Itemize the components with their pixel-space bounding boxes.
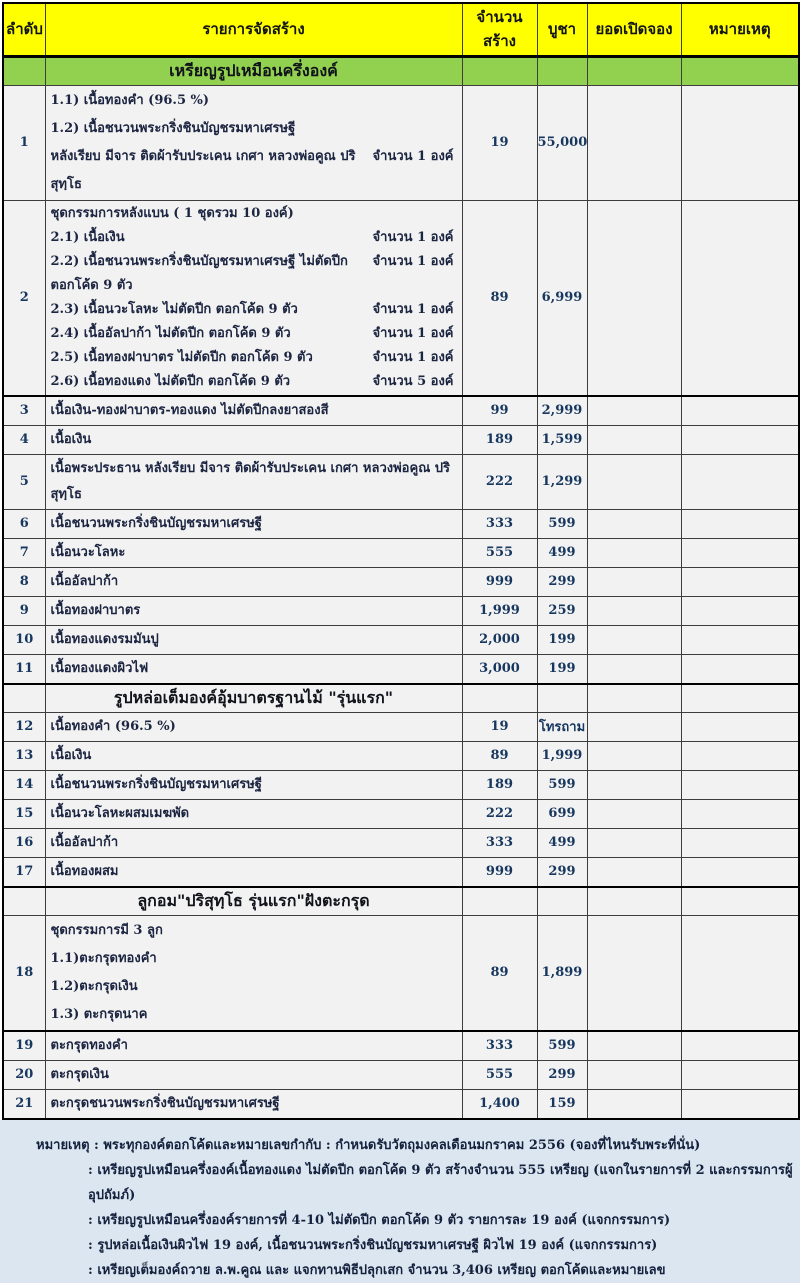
section-title: รูปหล่อเต็มองค์อุ้มบาตรฐานไม้ "รุ่นแรก" [45, 684, 462, 713]
table-row [3, 770, 799, 799]
row-index-cell: 20 [3, 1060, 45, 1089]
reservation-cell [587, 567, 681, 596]
quantity-cell: 189 [462, 425, 537, 454]
remark-cell [681, 799, 799, 828]
table-row [3, 654, 799, 684]
reservation-cell [587, 712, 681, 741]
item-description-cell [45, 538, 462, 567]
remark-cell [681, 1060, 799, 1089]
table-row [3, 396, 799, 426]
item-description-cell [45, 200, 462, 396]
row-index-cell: 11 [3, 654, 45, 684]
quantity-cell: 2,000 [462, 625, 537, 654]
price-cell: 1,299 [537, 454, 587, 509]
table-row [3, 425, 799, 454]
remark-cell [681, 684, 799, 713]
price-cell: 299 [537, 857, 587, 887]
reservation-cell [587, 887, 681, 916]
item-line [51, 830, 456, 856]
row-index-cell: 13 [3, 741, 45, 770]
item-line-text: เนื้อนวะโลหะผสมเมฆพัด [50, 805, 190, 821]
item-line-text: เนื้ออัลปาก้า [50, 573, 119, 589]
row-index-cell: 21 [3, 1089, 45, 1119]
item-description-cell [45, 654, 462, 684]
item-line [51, 801, 456, 827]
table-row [3, 509, 799, 538]
price-cell [537, 56, 587, 85]
col-header-index: ลำดับ [3, 3, 45, 56]
remark-cell [681, 654, 799, 684]
row-index-cell: 8 [3, 567, 45, 596]
item-description-cell [45, 425, 462, 454]
item-line-text: เนื้อทองผสม [50, 863, 119, 879]
remark-cell [681, 1031, 799, 1061]
col-header-quantity: จำนวนสร้าง [462, 3, 537, 56]
row-index-cell: 12 [3, 712, 45, 741]
quantity-cell: 1,999 [462, 596, 537, 625]
remark-cell [681, 741, 799, 770]
item-line-text: 1.2) เนื้อชนวนพระกริ่งชินบัญชรมหาเศรษฐี [50, 120, 296, 136]
row-index-cell: 14 [3, 770, 45, 799]
item-line-quantity: จำนวน 1 องค์ [372, 301, 454, 317]
reservation-cell [587, 654, 681, 684]
item-line-text: 2.4) เนื้ออัลปาก้า ไม่ตัดปีก ตอกโค้ด 9 ตัว [50, 325, 291, 341]
quantity-cell: 555 [462, 1060, 537, 1089]
row-index-cell: 18 [3, 915, 45, 1031]
section-title: ลูกอม"ปริสุทฺโธ รุ่นแรก"ฝังตะกรุด [45, 887, 462, 916]
item-line-text: 2.3) เนื้อนวะโลหะ ไม่ตัดปีก ตอกโค้ด 9 ตัว [50, 301, 298, 317]
row-index-cell [3, 684, 45, 713]
table-row [3, 454, 799, 509]
item-line [51, 1091, 456, 1117]
reservation-cell [587, 857, 681, 887]
col-header-items: รายการจัดสร้าง [45, 3, 462, 56]
table-row [3, 200, 799, 396]
reservation-cell [587, 684, 681, 713]
reservation-cell [587, 741, 681, 770]
remark-cell [681, 56, 799, 85]
reservation-cell [587, 596, 681, 625]
item-line-quantity: จำนวน 1 องค์ [372, 325, 454, 341]
item-description-cell [45, 509, 462, 538]
item-line-text: เนื้ออัลปาก้า [50, 834, 119, 850]
quantity-cell: 19 [462, 712, 537, 741]
reservation-cell [587, 770, 681, 799]
remark-cell [681, 596, 799, 625]
item-line [51, 598, 456, 624]
remark-cell [681, 200, 799, 396]
order-table [2, 2, 800, 1120]
quantity-cell: 99 [462, 396, 537, 426]
item-line [51, 87, 456, 115]
item-line [51, 226, 456, 250]
quantity-cell: 555 [462, 538, 537, 567]
item-line-text: เนื้อพระประธาน หลังเรียบ มีจาร ติดผ้ารับประเคน เกศา หลวงพ่อคูณ ปริสุทฺโธ [50, 460, 451, 502]
item-line [51, 743, 456, 769]
price-cell: 1,599 [537, 425, 587, 454]
item-description-cell [45, 828, 462, 857]
price-cell: 6,999 [537, 200, 587, 396]
item-line-text: 2.5) เนื้อทองฝาบาตร ไม่ตัดปีก ตอกโค้ด 9 ตัว [50, 349, 313, 365]
item-line-text: หลังเรียบ มีจาร ติดผ้ารับประเคน เกศา หลวงพ่อคูณ ปริสุทฺโธ [50, 148, 356, 192]
table-row [3, 828, 799, 857]
item-line [51, 143, 456, 199]
table-row [3, 596, 799, 625]
item-line-quantity: จำนวน 1 องค์ [372, 229, 454, 245]
table-row [3, 712, 799, 741]
item-line [51, 202, 456, 226]
item-line-text: ตะกรุดชนวนพระกริ่งชินบัญชรมหาเศรษฐี [50, 1095, 280, 1111]
table-row [3, 625, 799, 654]
item-description-cell [45, 1031, 462, 1061]
item-line-text: 2.1) เนื้อเงิน [50, 229, 125, 245]
quantity-cell: 189 [462, 770, 537, 799]
row-index-cell [3, 887, 45, 916]
remark-cell [681, 567, 799, 596]
price-cell: 199 [537, 625, 587, 654]
remark-cell [681, 396, 799, 426]
price-cell: 199 [537, 654, 587, 684]
item-line-text: เนื้อทองคำ (96.5 %) [50, 718, 176, 734]
section-header-row [3, 684, 799, 713]
remark-cell [681, 828, 799, 857]
table-row [3, 1031, 799, 1061]
item-description-cell [45, 596, 462, 625]
row-index-cell: 5 [3, 454, 45, 509]
price-cell: 599 [537, 770, 587, 799]
quantity-cell: 333 [462, 509, 537, 538]
item-line [51, 346, 456, 370]
item-description-cell [45, 857, 462, 887]
reservation-cell [587, 625, 681, 654]
reservation-cell [587, 396, 681, 426]
price-cell: 1,999 [537, 741, 587, 770]
item-line-quantity: จำนวน 1 องค์ [372, 349, 454, 365]
item-line-text: เนื้อทองแดงรมมันปู [50, 631, 159, 647]
item-line [51, 772, 456, 798]
remark-cell [681, 712, 799, 741]
item-line [51, 1062, 456, 1088]
row-index-cell: 16 [3, 828, 45, 857]
col-header-remark: หมายเหตุ [681, 3, 799, 56]
item-line-text: เนื้อชนวนพระกริ่งชินบัญชรมหาเศรษฐี [50, 515, 262, 531]
price-cell: 699 [537, 799, 587, 828]
row-index-cell: 19 [3, 1031, 45, 1061]
col-header-price: บูชา [537, 3, 587, 56]
item-line-text: 1.1)ตะกรุดทองคำ [50, 950, 157, 966]
row-index-cell: 15 [3, 799, 45, 828]
item-description-cell [45, 625, 462, 654]
price-cell: 299 [537, 1060, 587, 1089]
row-index-cell: 17 [3, 857, 45, 887]
notes-panel [0, 1120, 800, 1285]
reservation-cell [587, 799, 681, 828]
reservation-cell [587, 200, 681, 396]
item-line [51, 298, 456, 322]
note-line: หมายเหตุ : พระทุกองค์ตอกโค้ดและหมายเลขกำกับ : กำหนดรับวัตถุมงคลเดือนมกราคม 2556 (จองที่ไหนรับพระที่นั่น) [36, 1137, 701, 1153]
note-line: : เหรียญรูปเหมือนครึ่งองค์รายการที่ 4-10 ไม่ตัดปีก ตอกโค้ด 9 ตัว รายการละ 19 องค์ (แจกกรรมการ) [88, 1212, 671, 1228]
item-description-cell [45, 85, 462, 200]
price-cell: 299 [537, 567, 587, 596]
reservation-cell [587, 828, 681, 857]
row-index-cell: 4 [3, 425, 45, 454]
note-line: : เหรียญรูปเหมือนครึ่งองค์เนื้อทองแดง ไม่ตัดปีก ตอกโค้ด 9 ตัว สร้างจำนวน 555 เหรียญ (แจกในรายการที่ 2 และกรรมการผู้อุปถัมภ์) [88, 1162, 793, 1203]
item-line [51, 569, 456, 595]
item-description-cell [45, 1089, 462, 1119]
price-cell: 499 [537, 828, 587, 857]
item-description-cell [45, 396, 462, 426]
item-line [51, 627, 456, 653]
remark-cell [681, 1089, 799, 1119]
remark-cell [681, 538, 799, 567]
item-line-text: เนื้อชนวนพระกริ่งชินบัญชรมหาเศรษฐี [50, 776, 262, 792]
remark-cell [681, 915, 799, 1031]
item-description-cell [45, 1060, 462, 1089]
reservation-cell [587, 85, 681, 200]
row-index-cell: 1 [3, 85, 45, 200]
item-description-cell [45, 770, 462, 799]
remark-cell [681, 770, 799, 799]
item-line-text: 2.2) เนื้อชนวนพระกริ่งชินบัญชรมหาเศรษฐี ไม่ตัดปีก ตอกโค้ด 9 ตัว [50, 253, 348, 293]
quantity-cell [462, 56, 537, 85]
quantity-cell: 222 [462, 454, 537, 509]
reservation-cell [587, 454, 681, 509]
reservation-cell [587, 1089, 681, 1119]
section-header-row [3, 56, 799, 85]
item-line-text: เนื้อนวะโลหะ [50, 544, 126, 560]
item-line [51, 714, 456, 740]
note-line: : เหรียญเต็มองค์ถวาย ล.พ.คูณ และ แจกทานพิธีปลุกเสก จำนวน 3,406 เหรียญ ตอกโค้ดและหมายเลข [88, 1262, 666, 1278]
item-line-text: เนื้อทองแดงผิวไฟ [50, 660, 149, 676]
item-line [51, 456, 456, 508]
table-row [3, 567, 799, 596]
item-line-text: เนื้อเงิน [50, 747, 92, 763]
item-line [51, 540, 456, 566]
quantity-cell: 19 [462, 85, 537, 200]
item-description-cell [45, 454, 462, 509]
table-row [3, 741, 799, 770]
quantity-cell: 222 [462, 799, 537, 828]
quantity-cell [462, 684, 537, 713]
section-header-row [3, 887, 799, 916]
quantity-cell: 333 [462, 828, 537, 857]
row-index-cell: 10 [3, 625, 45, 654]
remark-cell [681, 857, 799, 887]
item-line [51, 973, 456, 1001]
reservation-cell [587, 509, 681, 538]
price-cell: 599 [537, 509, 587, 538]
col-header-reservation: ยอดเปิดจอง [587, 3, 681, 56]
quantity-cell: 1,400 [462, 1089, 537, 1119]
table-row [3, 915, 799, 1031]
item-line [51, 1001, 456, 1029]
price-cell: 599 [537, 1031, 587, 1061]
price-cell: 259 [537, 596, 587, 625]
item-line-quantity: จำนวน 1 องค์ [372, 148, 454, 164]
item-description-cell [45, 741, 462, 770]
item-description-cell [45, 712, 462, 741]
item-line [51, 322, 456, 346]
item-line [51, 398, 456, 424]
item-line-text: ชุดกรรมการหลังแบน ( 1 ชุดรวม 10 องค์) [50, 205, 294, 221]
reservation-cell [587, 915, 681, 1031]
item-line [51, 859, 456, 885]
item-line-text: เนื้อทองฝาบาตร [50, 602, 141, 618]
price-cell: 159 [537, 1089, 587, 1119]
quantity-cell: 999 [462, 567, 537, 596]
remark-cell [681, 425, 799, 454]
row-index-cell: 7 [3, 538, 45, 567]
quantity-cell: 999 [462, 857, 537, 887]
price-cell: 55,000 [537, 85, 587, 200]
quantity-cell [462, 887, 537, 916]
table-row [3, 85, 799, 200]
price-cell: 1,899 [537, 915, 587, 1031]
item-line-text: ตะกรุดทองคำ [50, 1037, 128, 1053]
row-index-cell: 6 [3, 509, 45, 538]
reservation-cell [587, 56, 681, 85]
price-cell: 2,999 [537, 396, 587, 426]
remark-cell [681, 509, 799, 538]
reservation-cell [587, 425, 681, 454]
item-description-cell [45, 567, 462, 596]
row-index-cell [3, 56, 45, 85]
quantity-cell: 89 [462, 200, 537, 396]
price-cell: 499 [537, 538, 587, 567]
item-line-text: เนื้อเงิน [50, 431, 92, 447]
item-line [51, 115, 456, 143]
reservation-cell [587, 1060, 681, 1089]
item-line [51, 1033, 456, 1059]
remark-cell [681, 625, 799, 654]
quantity-cell: 333 [462, 1031, 537, 1061]
item-line-text: 2.6) เนื้อทองแดง ไม่ตัดปีก ตอกโค้ด 9 ตัว [50, 373, 291, 389]
item-line-text: 1.2)ตะกรุดเงิน [50, 978, 138, 994]
table-row [3, 1060, 799, 1089]
remark-cell [681, 887, 799, 916]
item-line-text: 1.3) ตะกรุดนาค [50, 1006, 148, 1022]
item-line-text: ตะกรุดเงิน [50, 1066, 109, 1082]
item-description-cell [45, 799, 462, 828]
item-line-text: เนื้อเงิน-ทองฝาบาตร-ทองแดง ไม่ตัดปีกลงยาสองสี [50, 402, 329, 418]
table-row [3, 1089, 799, 1119]
table-row [3, 538, 799, 567]
remark-cell [681, 85, 799, 200]
quantity-cell: 89 [462, 741, 537, 770]
section-title: เหรียญรูปเหมือนครึ่งองค์ [45, 56, 462, 85]
order-table-body [3, 56, 799, 1119]
item-line [51, 656, 456, 682]
price-cell [537, 887, 587, 916]
item-line [51, 511, 456, 537]
quantity-cell: 89 [462, 915, 537, 1031]
remark-cell [681, 454, 799, 509]
row-index-cell: 3 [3, 396, 45, 426]
item-line-quantity: จำนวน 1 องค์ [372, 253, 454, 269]
price-cell [537, 684, 587, 713]
item-line-text: 1.1) เนื้อทองคำ (96.5 %) [50, 92, 210, 108]
row-index-cell: 9 [3, 596, 45, 625]
table-row [3, 857, 799, 887]
header-row [3, 3, 799, 56]
item-line [51, 917, 456, 945]
row-index-cell: 2 [3, 200, 45, 396]
quantity-cell: 3,000 [462, 654, 537, 684]
item-line [51, 370, 456, 394]
item-line [51, 427, 456, 453]
note-line: : รูปหล่อเนื้อเงินผิวไฟ 19 องค์, เนื้อชนวนพระกริ่งชินบัญชรมหาเศรษฐี ผิวไฟ 19 องค์ (แจกกรรมการ) [88, 1237, 658, 1253]
price-cell: โทรถาม [537, 712, 587, 741]
item-line [51, 250, 456, 298]
reservation-cell [587, 1031, 681, 1061]
item-line-text: ชุดกรรมการมี 3 ลูก [50, 922, 163, 938]
table-row [3, 799, 799, 828]
item-description-cell [45, 915, 462, 1031]
item-line-quantity: จำนวน 5 องค์ [372, 373, 454, 389]
reservation-cell [587, 538, 681, 567]
item-line [51, 945, 456, 973]
